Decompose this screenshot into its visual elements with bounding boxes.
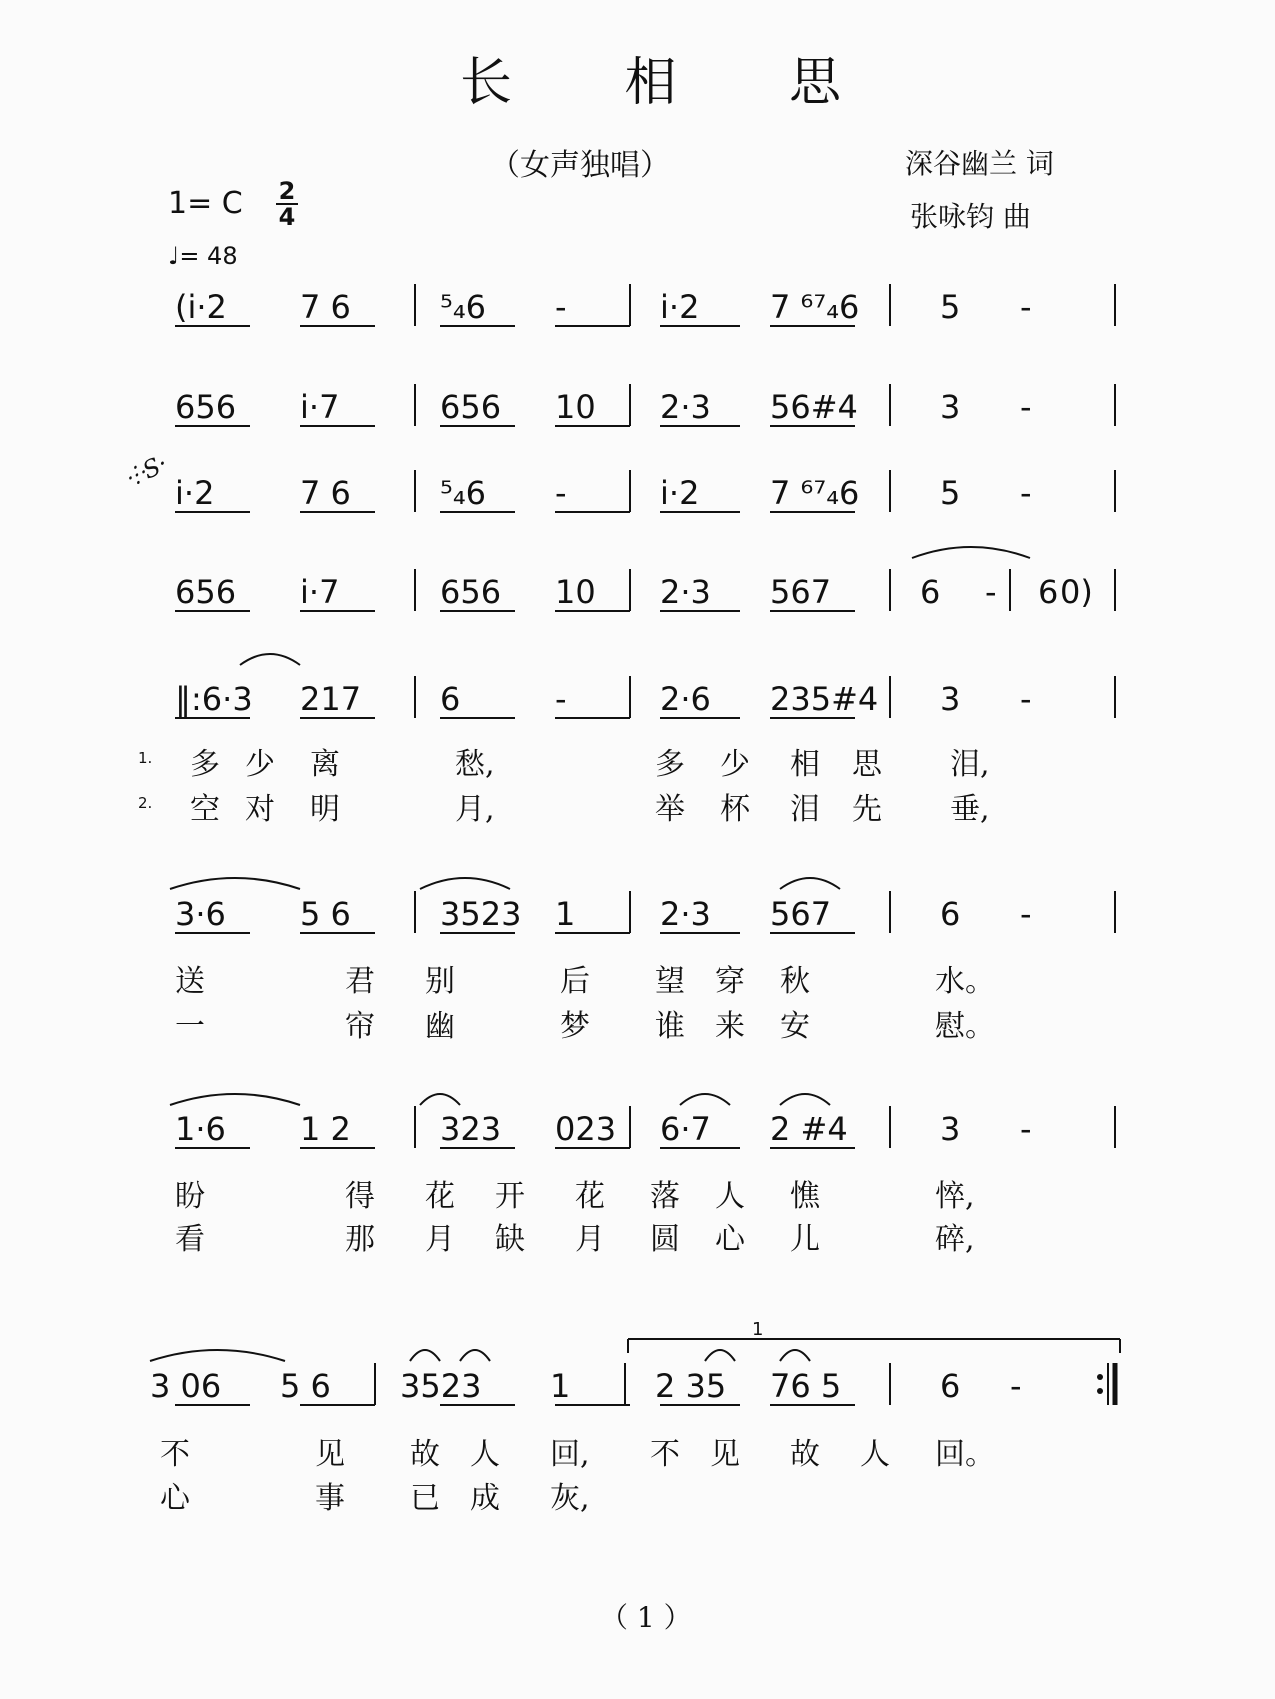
lyric-char: 送 bbox=[175, 964, 205, 999]
note-group: 10 bbox=[555, 388, 596, 426]
lyricist-credit: 深谷幽兰 词 bbox=[905, 147, 1054, 180]
lyric-char: 一 bbox=[175, 1009, 205, 1044]
volta-number: 1 bbox=[752, 1319, 764, 1340]
note-group: ‖:6·3 bbox=[175, 680, 253, 718]
lyric-char: 缺 bbox=[495, 1222, 525, 1257]
note-group: i·2 bbox=[175, 474, 215, 512]
note-group: - bbox=[1010, 1367, 1022, 1405]
note-group: 217 bbox=[300, 680, 362, 718]
lyric-char: 君 bbox=[345, 964, 375, 999]
time-signature-top: 2 bbox=[278, 177, 296, 205]
repeat-dot bbox=[1097, 1374, 1103, 1380]
lyric-char: 愁, bbox=[455, 747, 495, 782]
note-group: i·2 bbox=[660, 288, 700, 326]
note-group: 023 bbox=[555, 1110, 617, 1148]
lyric-char: 那 bbox=[345, 1222, 375, 1257]
note-group: 5 bbox=[940, 288, 961, 326]
lyric-char: 故 bbox=[790, 1437, 820, 1472]
lyric-char: 明 bbox=[310, 792, 340, 827]
page-number: （ 1 ） bbox=[600, 1601, 692, 1634]
note-group: 76 5 bbox=[770, 1367, 842, 1405]
note-group: i·7 bbox=[300, 573, 340, 611]
lyric-char: 人 bbox=[470, 1437, 500, 1472]
lyric-char: 落 bbox=[650, 1179, 680, 1214]
slur bbox=[170, 1094, 300, 1105]
lyric-char: 离 bbox=[310, 747, 340, 782]
subtitle: （女声独唱） bbox=[490, 148, 670, 183]
lyric-char: 杯 bbox=[720, 792, 750, 827]
lyric-char: 谁 bbox=[655, 1009, 685, 1044]
lyric-char: 悴, bbox=[935, 1179, 975, 1214]
note-group: 6 bbox=[440, 680, 461, 718]
slur bbox=[410, 1350, 440, 1361]
lyric-char: 得 bbox=[345, 1179, 375, 1214]
note-group: ⁵₄6 bbox=[440, 288, 487, 326]
note-group: 7 ⁶⁷₄6 bbox=[770, 474, 860, 512]
slur bbox=[780, 1350, 810, 1361]
note-group: - bbox=[1020, 288, 1032, 326]
lyric-char: 相 bbox=[790, 747, 820, 782]
key-signature: 1= C bbox=[168, 186, 243, 221]
lyric-char: 泪, bbox=[950, 747, 990, 782]
lyric-char: 看 bbox=[175, 1222, 205, 1257]
lyric-char: 泪 bbox=[790, 792, 820, 827]
lyric-char: 慰。 bbox=[935, 1009, 995, 1044]
slur bbox=[240, 654, 300, 665]
lyric-char: 空 bbox=[190, 792, 220, 827]
note-group: - bbox=[1020, 1110, 1032, 1148]
slur bbox=[150, 1350, 285, 1361]
lyric-char: 水。 bbox=[935, 964, 995, 999]
lyric-char: 不 bbox=[160, 1437, 190, 1472]
lyric-char: 回, bbox=[550, 1437, 590, 1472]
note-group: 235#4 bbox=[770, 680, 879, 718]
slur bbox=[460, 1350, 490, 1361]
note-group: 5 bbox=[940, 474, 961, 512]
note-group: 6·7 bbox=[660, 1110, 711, 1148]
lyric-char: 多 bbox=[655, 747, 685, 782]
note-group: 2·6 bbox=[660, 680, 711, 718]
lyric-char: 见 bbox=[315, 1437, 345, 1472]
lyric-char: 开 bbox=[495, 1179, 525, 1214]
lyric-char: 人 bbox=[860, 1437, 890, 1472]
lyric-char: 多 bbox=[190, 747, 220, 782]
note-group: 2·3 bbox=[660, 388, 711, 426]
note-group: - bbox=[1020, 474, 1032, 512]
note-group: 3 bbox=[940, 1110, 961, 1148]
slur bbox=[780, 1094, 830, 1105]
note-group: 323 bbox=[440, 1110, 502, 1148]
lyric-char: 人 bbox=[715, 1179, 745, 1214]
lyric-char: 月 bbox=[575, 1222, 605, 1257]
note-group: 1 2 bbox=[300, 1110, 351, 1148]
note-group: 3 bbox=[940, 680, 961, 718]
note-group: 1 bbox=[550, 1367, 571, 1405]
lyric-char: 垂, bbox=[950, 792, 990, 827]
lyric-char: 月, bbox=[455, 792, 495, 827]
note-group: 3523 bbox=[400, 1367, 482, 1405]
note-group: 656 bbox=[175, 573, 237, 611]
note-group: i·2 bbox=[660, 474, 700, 512]
segno-sign: ⸭S· bbox=[120, 449, 173, 494]
lyric-char: 心 bbox=[715, 1222, 745, 1257]
lyric-char: 少 bbox=[245, 747, 275, 782]
lyric-char: 秋 bbox=[780, 964, 810, 999]
note-group: 7 ⁶⁷₄6 bbox=[770, 288, 860, 326]
lyric-char: 帘 bbox=[345, 1009, 375, 1044]
lyric-char: 穿 bbox=[715, 964, 745, 999]
note-group: 0) bbox=[1060, 573, 1093, 611]
lyric-char: 憔 bbox=[790, 1179, 820, 1214]
lyric-char: 花 bbox=[425, 1179, 455, 1214]
note-group: 2·3 bbox=[660, 895, 711, 933]
lyric-char: 梦 bbox=[560, 1009, 590, 1044]
note-group: 10 bbox=[555, 573, 596, 611]
note-group: 567 bbox=[770, 895, 832, 933]
note-group: 6 bbox=[920, 573, 941, 611]
lyric-char: 月 bbox=[425, 1222, 455, 1257]
lyric-char: 盼 bbox=[175, 1179, 205, 1214]
lyric-char: 碎, bbox=[935, 1222, 975, 1257]
lyric-char: 花 bbox=[575, 1179, 605, 1214]
note-group: 5 6 bbox=[300, 895, 351, 933]
lyric-char: 成 bbox=[470, 1481, 500, 1516]
note-group: 2 35 bbox=[655, 1367, 727, 1405]
note-group: (i·2 bbox=[175, 288, 227, 326]
note-group: 7 6 bbox=[300, 288, 351, 326]
tempo-marking: ♩= 48 bbox=[168, 242, 238, 270]
time-signature-bottom: 4 bbox=[278, 203, 296, 231]
lyric-char: 已 bbox=[410, 1481, 440, 1516]
lyric-char: 灰, bbox=[550, 1481, 590, 1516]
lyric-char: 故 bbox=[410, 1437, 440, 1472]
lyric-char: 望 bbox=[655, 964, 685, 999]
lyric-char: 事 bbox=[315, 1481, 345, 1516]
note-group: 5 6 bbox=[280, 1367, 331, 1405]
note-group: - bbox=[985, 573, 997, 611]
note-group: 656 bbox=[440, 388, 502, 426]
lyric-char: 别 bbox=[425, 964, 455, 999]
note-group: 7 6 bbox=[300, 474, 351, 512]
note-group: 6 bbox=[940, 1367, 961, 1405]
note-group: - bbox=[555, 288, 567, 326]
lyric-char: 心 bbox=[160, 1481, 190, 1516]
composer-credit: 张咏钧 曲 bbox=[910, 200, 1031, 233]
note-group: 3 06 bbox=[150, 1367, 222, 1405]
verse-number: 2. bbox=[138, 794, 153, 812]
note-group: 656 bbox=[440, 573, 502, 611]
slur bbox=[912, 547, 1030, 558]
note-group: 3·6 bbox=[175, 895, 226, 933]
slur bbox=[780, 878, 840, 889]
slur bbox=[680, 1094, 730, 1105]
note-group: 2 #4 bbox=[770, 1110, 848, 1148]
lyric-char: 安 bbox=[780, 1009, 810, 1044]
lyric-char: 少 bbox=[720, 747, 750, 782]
note-group: 1 bbox=[555, 895, 576, 933]
note-group: 3 bbox=[940, 388, 961, 426]
note-group: - bbox=[1020, 895, 1032, 933]
repeat-dot bbox=[1097, 1388, 1103, 1394]
note-group: ⁵₄6 bbox=[440, 474, 487, 512]
song-title: 长 相 思 bbox=[460, 53, 890, 113]
lyric-char: 思 bbox=[852, 747, 882, 782]
verse-number: 1. bbox=[138, 749, 153, 767]
note-group: 656 bbox=[175, 388, 237, 426]
note-group: 1·6 bbox=[175, 1110, 226, 1148]
note-group: 6 bbox=[940, 895, 961, 933]
slur bbox=[420, 1094, 460, 1105]
lyric-char: 不 bbox=[650, 1437, 680, 1472]
lyric-char: 举 bbox=[655, 792, 685, 827]
lyric-char: 对 bbox=[245, 792, 275, 827]
lyric-char: 圆 bbox=[650, 1222, 680, 1257]
lyric-char: 儿 bbox=[790, 1222, 820, 1257]
lyric-char: 先 bbox=[852, 792, 882, 827]
note-group: 567 bbox=[770, 573, 832, 611]
note-group: - bbox=[1020, 680, 1032, 718]
slur bbox=[705, 1350, 735, 1361]
lyric-char: 见 bbox=[710, 1437, 740, 1472]
slur bbox=[170, 878, 300, 889]
lyric-char: 来 bbox=[715, 1009, 745, 1044]
note-group: i·7 bbox=[300, 388, 340, 426]
note-group: 6 bbox=[1038, 573, 1059, 611]
note-group: - bbox=[555, 680, 567, 718]
note-group: 3523 bbox=[440, 895, 522, 933]
slur bbox=[420, 878, 510, 889]
note-group: - bbox=[555, 474, 567, 512]
note-group: - bbox=[1020, 388, 1032, 426]
note-group: 2·3 bbox=[660, 573, 711, 611]
lyric-char: 后 bbox=[560, 964, 590, 999]
lyric-char: 回。 bbox=[935, 1437, 995, 1472]
lyric-char: 幽 bbox=[425, 1009, 455, 1044]
note-group: 56#4 bbox=[770, 388, 858, 426]
